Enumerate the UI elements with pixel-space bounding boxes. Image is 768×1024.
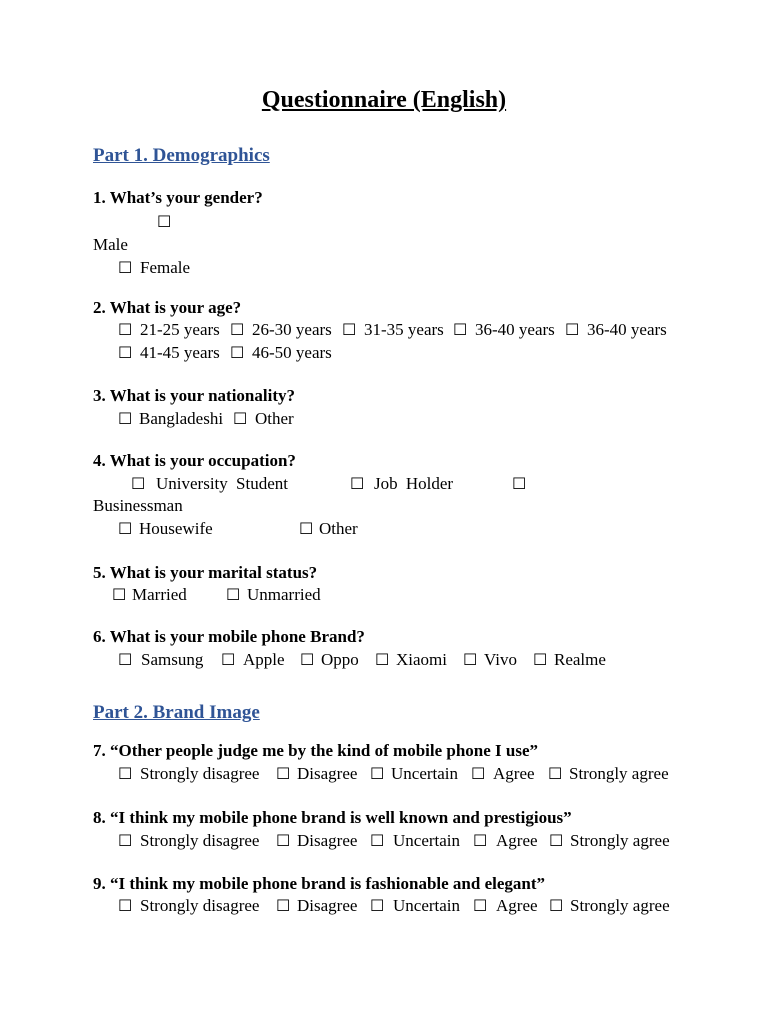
q6-checkbox-6[interactable]: ☐ bbox=[533, 650, 548, 669]
q2-option-5: 36-40 years bbox=[587, 320, 667, 339]
q2-option-2: 26-30 years bbox=[252, 320, 332, 339]
q2-question: 2. What is your age? bbox=[93, 298, 242, 317]
q8-checkbox-5[interactable]: ☐ bbox=[549, 831, 564, 850]
q6-option-xiaomi: Xiaomi bbox=[396, 650, 447, 669]
q8-option-agree: Agree bbox=[496, 831, 538, 850]
q3-checkbox-2[interactable]: ☐ bbox=[233, 409, 248, 428]
q7-question: 7. “Other people judge me by the kind of mobile phone I use” bbox=[93, 741, 539, 760]
q8-option-strongly-disagree: Strongly disagree bbox=[140, 831, 260, 850]
q2-option-1: 21-25 years bbox=[140, 320, 220, 339]
q3-option-other: Other bbox=[255, 409, 294, 428]
q9-checkbox-3[interactable]: ☐ bbox=[370, 896, 385, 915]
q4-checkbox-3[interactable]: ☐ bbox=[512, 474, 527, 493]
q5-option-unmarried: Unmarried bbox=[247, 585, 321, 604]
q6-option-samsung: Samsung bbox=[141, 650, 204, 669]
q7-option-strongly-disagree: Strongly disagree bbox=[140, 764, 260, 783]
q5-question: 5. What is your marital status? bbox=[93, 563, 318, 582]
q3-checkbox-1[interactable]: ☐ bbox=[118, 409, 133, 428]
q4-option-other: Other bbox=[319, 519, 358, 538]
q6-checkbox-1[interactable]: ☐ bbox=[118, 650, 133, 669]
q1-male-checkbox[interactable]: ☐ bbox=[157, 212, 172, 231]
q7-checkbox-4[interactable]: ☐ bbox=[471, 764, 486, 783]
q1-option-female: Female bbox=[140, 258, 191, 277]
q2-checkbox-6[interactable]: ☐ bbox=[118, 343, 133, 362]
q4-checkbox-4[interactable]: ☐ bbox=[118, 519, 133, 538]
q9-checkbox-1[interactable]: ☐ bbox=[118, 896, 133, 915]
q8-option-uncertain: Uncertain bbox=[393, 831, 461, 850]
part2-heading: Part 2. Brand Image bbox=[93, 702, 260, 723]
q2-checkbox-5[interactable]: ☐ bbox=[565, 320, 580, 339]
q8-option-strongly-agree: Strongly agree bbox=[570, 831, 670, 850]
q9-option-strongly-disagree: Strongly disagree bbox=[140, 896, 260, 915]
q1-female-checkbox[interactable]: ☐ bbox=[118, 258, 133, 277]
q7-checkbox-2[interactable]: ☐ bbox=[276, 764, 291, 783]
q7-checkbox-1[interactable]: ☐ bbox=[118, 764, 133, 783]
q4-option-student: University Student bbox=[156, 474, 288, 493]
q5-checkbox-1[interactable]: ☐ bbox=[112, 585, 127, 604]
q7-option-agree: Agree bbox=[493, 764, 535, 783]
q6-option-vivo: Vivo bbox=[484, 650, 517, 669]
q9-option-uncertain: Uncertain bbox=[393, 896, 461, 915]
q4-option-job-holder: Job Holder bbox=[374, 474, 454, 493]
q2-option-3: 31-35 years bbox=[364, 320, 444, 339]
q4-question: 4. What is your occupation? bbox=[93, 451, 296, 470]
q7-option-disagree: Disagree bbox=[297, 764, 358, 783]
q2-option-7: 46-50 years bbox=[252, 343, 332, 362]
q3-question: 3. What is your nationality? bbox=[93, 386, 295, 405]
q9-option-disagree: Disagree bbox=[297, 896, 358, 915]
q7-checkbox-3[interactable]: ☐ bbox=[370, 764, 385, 783]
q7-option-uncertain: Uncertain bbox=[391, 764, 459, 783]
q9-checkbox-5[interactable]: ☐ bbox=[549, 896, 564, 915]
q8-checkbox-2[interactable]: ☐ bbox=[276, 831, 291, 850]
q8-question: 8. “I think my mobile phone brand is well known and prestigious” bbox=[93, 808, 572, 827]
part1-heading: Part 1. Demographics bbox=[93, 145, 270, 166]
q9-question: 9. “I think my mobile phone brand is fashionable and elegant” bbox=[93, 874, 546, 893]
q5-checkbox-2[interactable]: ☐ bbox=[226, 585, 241, 604]
q8-checkbox-3[interactable]: ☐ bbox=[370, 831, 385, 850]
q7-checkbox-5[interactable]: ☐ bbox=[548, 764, 563, 783]
q1-question: 1. What’s your gender? bbox=[93, 188, 263, 207]
q4-checkbox-2[interactable]: ☐ bbox=[350, 474, 365, 493]
q8-checkbox-4[interactable]: ☐ bbox=[473, 831, 488, 850]
page-title: Questionnaire (English) bbox=[261, 87, 507, 113]
q6-checkbox-3[interactable]: ☐ bbox=[300, 650, 315, 669]
q9-option-strongly-agree: Strongly agree bbox=[570, 896, 670, 915]
q6-checkbox-5[interactable]: ☐ bbox=[463, 650, 478, 669]
q6-option-oppo: Oppo bbox=[321, 650, 359, 669]
q4-checkbox-5[interactable]: ☐ bbox=[299, 519, 314, 538]
q9-option-agree: Agree bbox=[496, 896, 538, 915]
q2-checkbox-1[interactable]: ☐ bbox=[118, 320, 133, 339]
q4-checkbox-1[interactable]: ☐ bbox=[131, 474, 146, 493]
q1-option-male: Male bbox=[93, 235, 128, 254]
q6-checkbox-2[interactable]: ☐ bbox=[221, 650, 236, 669]
q6-checkbox-4[interactable]: ☐ bbox=[375, 650, 390, 669]
q8-checkbox-1[interactable]: ☐ bbox=[118, 831, 133, 850]
q2-checkbox-2[interactable]: ☐ bbox=[230, 320, 245, 339]
q2-checkbox-7[interactable]: ☐ bbox=[230, 343, 245, 362]
q4-option-businessman: Businessman bbox=[93, 496, 183, 515]
q6-question: 6. What is your mobile phone Brand? bbox=[93, 627, 365, 646]
q7-option-strongly-agree: Strongly agree bbox=[569, 764, 669, 783]
q6-option-apple: Apple bbox=[243, 650, 285, 669]
q2-option-6: 41-45 years bbox=[140, 343, 220, 362]
q9-checkbox-4[interactable]: ☐ bbox=[473, 896, 488, 915]
q3-option-bangladeshi: Bangladeshi bbox=[139, 409, 224, 428]
q6-option-realme: Realme bbox=[554, 650, 606, 669]
q2-checkbox-4[interactable]: ☐ bbox=[453, 320, 468, 339]
q2-checkbox-3[interactable]: ☐ bbox=[342, 320, 357, 339]
q9-checkbox-2[interactable]: ☐ bbox=[276, 896, 291, 915]
q5-option-married: Married bbox=[132, 585, 187, 604]
q8-option-disagree: Disagree bbox=[297, 831, 358, 850]
q4-option-housewife: Housewife bbox=[139, 519, 213, 538]
q2-option-4: 36-40 years bbox=[475, 320, 555, 339]
